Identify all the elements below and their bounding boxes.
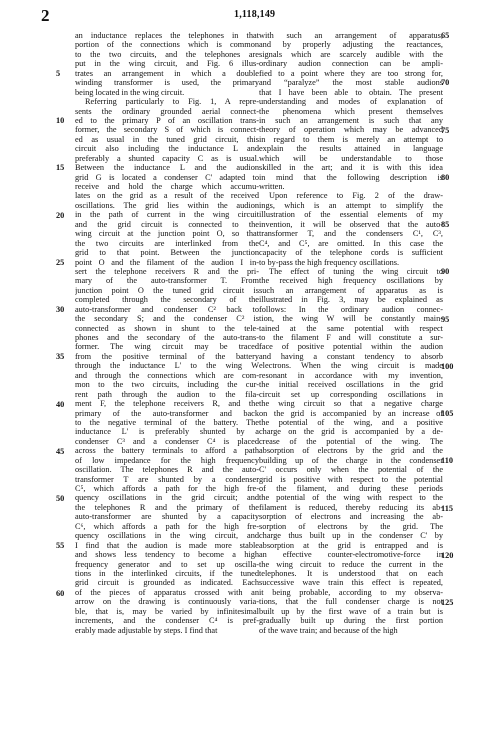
left-text-column — [75, 31, 259, 635]
text-line: in the path of current in the wing circuit — [75, 210, 259, 220]
text-line: C' occurs only when the potential of the — [259, 465, 443, 475]
text-line: completed through the secondary of the — [75, 295, 259, 305]
text-line: C⁶, which affords a path for the high fre- — [75, 521, 259, 531]
text-line: grid to that point. Between the junction — [75, 248, 259, 258]
text-line: grid circuit is grounded as indicated. Each — [75, 578, 259, 588]
text-line: mon to the two circuits, including the cur- — [75, 380, 259, 390]
text-line: point O and the filament of the audion I in- — [75, 257, 259, 267]
text-line: the phenomena which present themselves — [259, 106, 443, 116]
text-line: quency oscillations in the wing circuit, and — [75, 531, 259, 541]
text-line: phones and the secondary of the auto-trans- — [75, 333, 259, 342]
text-line: circuit set up corresponding oscillations in — [259, 389, 443, 399]
text-line: C⁵, which affords a path for the high fre- — [75, 484, 259, 493]
text-line: follows: In the ordinary audion connec- — [259, 304, 443, 314]
line-number-marker: 55 — [56, 541, 65, 551]
text-line: an effective counter-electromotive-force in — [259, 550, 443, 560]
text-line: primary of the auto-transformer and back — [75, 408, 259, 418]
text-line: former, the secondary S of which is connect- — [75, 125, 259, 135]
text-line: and having a constant tendency to absorb — [259, 351, 443, 361]
text-line: capacity of the telephone cords is sufficient — [259, 248, 443, 258]
text-line: to the filament F and will constitute a sur- — [259, 333, 443, 342]
text-line: Referring particularly to Fig. 1, A repre- — [85, 97, 259, 107]
text-line: signals which are scarcely audible with the — [259, 49, 443, 59]
text-line: increments, and the condenser C⁴ is pref- — [75, 616, 259, 626]
line-number-marker: 95 — [441, 314, 450, 324]
text-line: to the two circuits, and the telephones are — [75, 49, 259, 59]
text-line: illustration of the essential elements of my — [259, 210, 443, 220]
line-number-marker: 85 — [441, 220, 450, 229]
right-text-column — [259, 31, 443, 635]
text-line: tions in the interlinked circuits, if the tuned — [75, 568, 259, 578]
text-line: tion, the wing W will be constantly main- — [259, 314, 443, 324]
text-line: to the negative terminal of the battery. The — [75, 417, 259, 427]
text-line: explain the results attained in language — [259, 144, 443, 154]
text-line: inductance L' is preferably shunted by a — [75, 427, 259, 437]
text-line: an inductance replaces the telephones in that — [75, 31, 259, 40]
line-number-marker: 125 — [441, 598, 454, 607]
text-line: and the grid circuit is connected to the — [75, 219, 259, 229]
text-line: telephones. It is understood that on each — [259, 568, 443, 578]
text-line: of the filament, and during these periods — [259, 484, 443, 493]
text-line: of the pieces of apparatus crossed with an — [75, 587, 259, 597]
text-line: in mind that the following description is — [259, 172, 443, 182]
text-line: mary of the auto-transformer T. From — [75, 276, 259, 286]
text-line: receive and hold the charge which accumu- — [75, 182, 259, 191]
text-line: ed as usual in the tuned grid circuit, this — [75, 134, 259, 144]
line-number-marker: 110 — [441, 456, 453, 466]
text-line: the two circuits are interlinked from the — [75, 238, 259, 248]
text-line: from the positive terminal of the battery — [75, 351, 259, 361]
text-line: lates on the grid as a result of the received — [75, 191, 259, 201]
text-line: through the inductance L' to the wing W — [75, 361, 259, 371]
text-line: fied to a point where they are too strong for, — [259, 68, 443, 78]
text-line: the wing circuit so that a negative charge — [259, 399, 443, 409]
line-number-marker: 5 — [56, 68, 61, 78]
text-line: preferably a shunted capacity C as is usual. — [75, 153, 259, 163]
text-line: ings, which is an attempt to simplify the — [259, 200, 443, 210]
text-line: in regard to them is merely an attempt to — [259, 134, 443, 144]
text-line: condenser C³ and a condenser C⁴ is placed — [75, 436, 259, 446]
text-line: the wing circuit to reduce the current in the — [259, 559, 443, 569]
text-line: absorption of electrons by the grid and the — [259, 446, 443, 456]
line-number-marker: 75 — [441, 125, 450, 135]
text-line: sert the telephone receivers R and the pri- — [75, 266, 259, 276]
text-line: face of positive potential within the audion — [259, 342, 443, 352]
text-line: successive wave train this effect is repeated, — [259, 578, 443, 588]
text-line: building up of the charge in the condenser — [259, 455, 443, 465]
text-line: frequency generator and to set up oscilla- — [75, 559, 259, 569]
text-line: oscillations. The grid lies within the audion — [75, 200, 259, 210]
text-line: such an arrangement of apparatus as is — [259, 285, 443, 295]
text-line: filament is reduced, thereby reducing its ab- — [259, 502, 443, 512]
text-line: grid G is located a condenser C' adapted to — [75, 172, 259, 182]
text-line: transformer T are shunted by a condenser — [75, 474, 259, 484]
text-line: in such an arrangement is such that any — [259, 115, 443, 125]
text-line: illustrated in Fig. 3, may be explained as — [259, 295, 443, 305]
text-line: quency oscillations in the grid circuit; and — [75, 493, 259, 503]
text-line: which will be understandable to those — [259, 153, 443, 163]
text-line: skilled in the art; and it is with this idea — [259, 163, 443, 173]
text-line: across the battery terminals to afford a path — [75, 446, 259, 456]
text-line: resonant in accordance with my invention, — [259, 370, 443, 380]
text-line: erably made adjustable by steps. I find that — [75, 625, 218, 635]
text-line: rent path through the audion to the fila- — [75, 389, 259, 399]
line-number-marker: 100 — [441, 361, 454, 371]
text-line: junction point O the tuned grid circuit is — [75, 285, 259, 295]
text-line: ment F, the telephone receivers R, and the — [75, 399, 259, 409]
line-number-marker: 80 — [441, 172, 450, 182]
line-number-marker: 105 — [441, 409, 454, 418]
line-number-marker: 40 — [56, 399, 65, 409]
text-line: being located in the wing circuit. — [75, 87, 185, 97]
text-line: arrow on the drawing is continuously varia- — [75, 597, 259, 607]
text-line: auto-transformer and condenser C² back to — [75, 304, 259, 314]
text-line: and by properly adjusting the reactances, — [259, 40, 443, 50]
text-line: ed to the primary P of an oscillation trans- — [75, 115, 259, 125]
line-number-marker: 90 — [441, 267, 450, 277]
text-line: that I have been able to obtain. The present — [259, 87, 443, 97]
text-line: and “paralyze” the most stable audions — [259, 78, 443, 88]
line-number-marker: 10 — [56, 116, 65, 126]
text-line: understanding and modes of explanation of — [259, 97, 443, 107]
line-number-marker: 20 — [56, 210, 65, 220]
text-line: sorption of electrons by the grid. The — [259, 521, 443, 531]
text-line: grid is positive with respect to the potential — [259, 474, 443, 484]
text-line: wing circuit at the junction point O, so that — [75, 229, 259, 239]
text-line: the initial received oscillations in the grid — [259, 380, 443, 390]
text-line: of low impedance for the high frequency — [75, 455, 259, 465]
text-line: the potential of the wing, and a positive — [259, 417, 443, 427]
text-line: on the grid is accompanied by an increase of — [259, 408, 443, 418]
line-number-marker: 60 — [56, 588, 65, 598]
text-line: of the wave train; and because of the high — [259, 625, 398, 635]
text-line: it being probable, according to my observa- — [259, 587, 443, 597]
text-line: tained at the same potential with respect — [259, 323, 443, 333]
text-line: trates an arrangement in which a double — [75, 68, 259, 78]
text-line: Between the inductance L and the audion — [75, 163, 259, 173]
text-line: circuit also including the inductance L and — [75, 144, 259, 154]
line-number-marker: 15 — [56, 163, 65, 173]
line-number-marker: 65 — [441, 31, 450, 40]
text-line: charge thus built up in the condenser C' by — [259, 531, 443, 541]
text-line: put in the wing circuit, and Fig. 6 illus- — [75, 59, 259, 69]
text-line: transformer T, and the condensers C¹, C³, — [259, 229, 443, 239]
text-line: the potential of the wing with respect to the — [259, 493, 443, 503]
text-line: connected as shown in shunt to the tele- — [75, 323, 259, 333]
text-line: invention, it will be observed that the auto- — [259, 219, 443, 229]
page-number: 2 — [41, 6, 50, 25]
line-number-marker: 115 — [441, 503, 453, 513]
text-line: the secondary S; and the condenser C² is — [75, 314, 259, 324]
line-number-marker: 30 — [56, 305, 65, 315]
text-line: theory of operation which may be advanced — [259, 125, 443, 135]
text-line: electrons. When the wing circuit is made — [259, 361, 443, 371]
text-line: portion of the connections which is common — [75, 40, 259, 50]
text-line: with such an arrangement of apparatus, — [259, 31, 443, 40]
text-line: ble, that is, may be varied by infinitesimal — [75, 606, 259, 616]
text-line: auto-transformer are shunted by a capacity — [75, 512, 259, 522]
text-line: tions, that the full condenser charge is not — [259, 597, 443, 607]
text-line: C⁴, and C⁵, are omitted. In this case the — [259, 238, 443, 248]
text-line: absorption at the grid is entrapped and is — [259, 540, 443, 550]
line-number-marker: 50 — [56, 494, 65, 504]
text-line: oscillation. The telephones R and the auto- — [75, 465, 259, 475]
text-line: Upon reference to Fig. 2 of the draw- — [269, 191, 443, 201]
patent-number: 1,118,149 — [234, 9, 276, 20]
line-number-marker: 25 — [56, 257, 65, 267]
text-line: the received high frequency oscillations by — [259, 276, 443, 286]
text-line: sorption of electrons and increasing the ab- — [259, 512, 443, 522]
text-line: former. The wing circuit may be traced — [75, 342, 259, 352]
line-number-marker: 35 — [56, 352, 65, 362]
text-line: winding transformer is used, the primary — [75, 78, 259, 88]
text-line: to by-pass the high frequency oscillations. — [259, 257, 400, 267]
text-line: The effect of tuning the wing circuit to — [269, 266, 443, 276]
text-line: ordinary audion connection can be ampli- — [259, 59, 443, 69]
line-number-marker: 70 — [441, 78, 450, 88]
text-line: written. — [259, 182, 285, 191]
text-line: charge on the grid is accompanied by a de- — [259, 427, 443, 437]
line-number-marker: 45 — [56, 446, 65, 456]
text-line: I find that the audion is made more stable — [75, 540, 259, 550]
text-line: crease of the potential of the wing. The — [259, 436, 443, 446]
text-line: gradually built up during the first portion — [259, 616, 443, 626]
text-line: the telephones R and the primary of the — [75, 502, 259, 512]
text-line: and shows less tendency to become a high — [75, 550, 259, 560]
text-line: sents the ordinary grounded aerial connect- — [75, 106, 259, 116]
text-line: built up by the first wave of a train but is — [259, 606, 443, 616]
text-line: and through the connections which are com- — [75, 370, 259, 380]
line-number-marker: 120 — [441, 550, 454, 560]
